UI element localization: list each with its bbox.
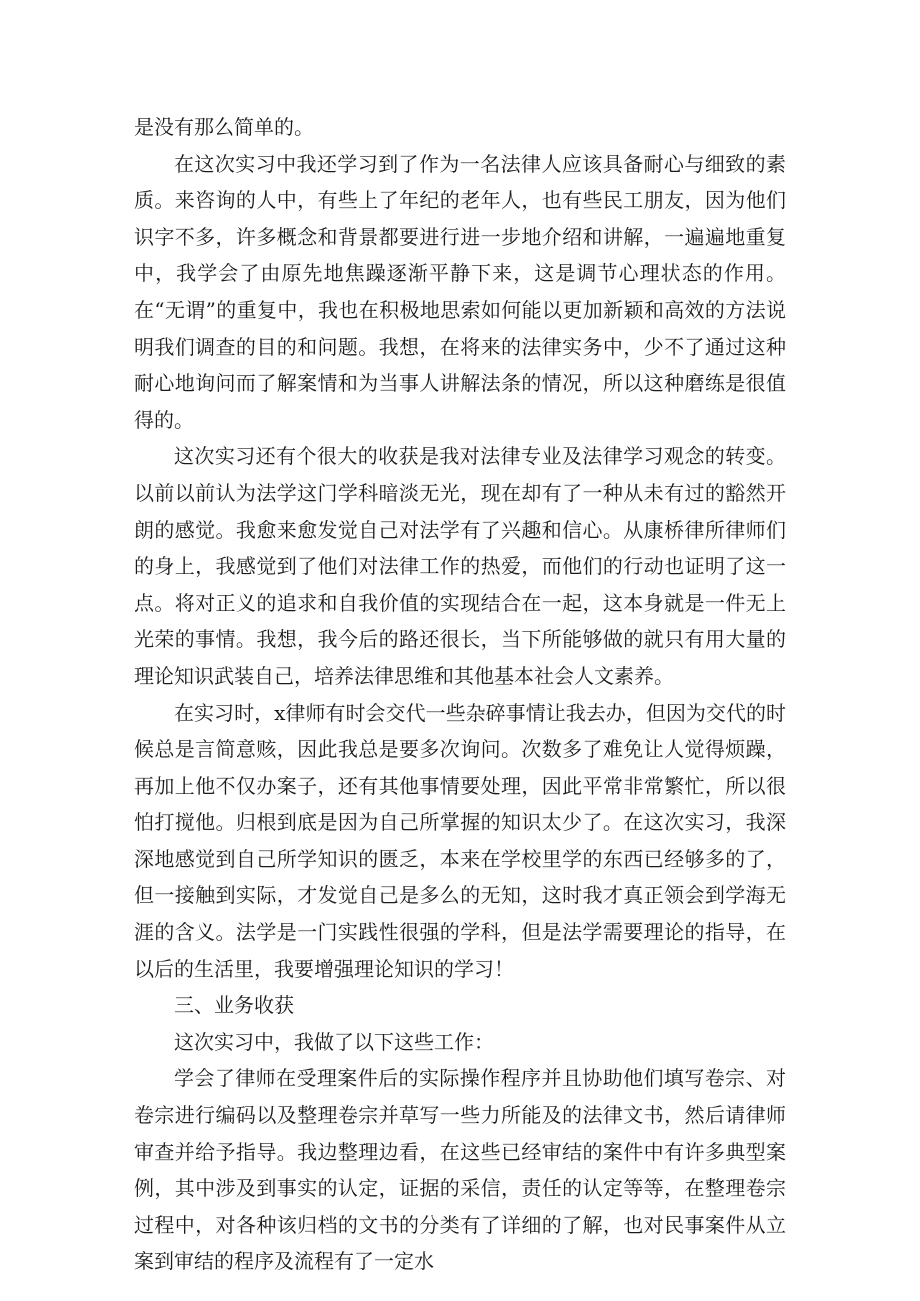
paragraph-work-details: 学会了律师在受理案件后的实际操作程序并且协助他们填写卷宗、对卷宗进行编码以及整理卷宗并草写一些力所能及的法律文书，然后请律师审查并给予指导。我边整理边看，在这些已经审结的案件中有许多典型案例，其中涉及到事实的认定，证据的采信，责任的认定等等，在整理卷宗过程中，对各种该归档的文书的分类有了详细的了解，也对民事案件从立案到审结的程序及流程有了一定水: [134, 1066, 786, 1274]
paragraph-patience: 在这次实习中我还学习到了作为一名法律人应该具备耐心与细致的素质。来咨询的人中，有些上了年纪的老年人，也有些民工朋友，因为他们识字不多，许多概念和背景都要进行进一步地介绍和讲解，一遍遍地重复中，我学会了由原先地焦躁逐渐平静下来，这是调节心理状态的作用。在“无谓”的重复中，我也在积极地思索如何能以更加新颖和高效的方法说明我们调查的目的和问题。我想，在将来的法律实务中，少不了通过这种耐心地询问而了解案情和为当事人讲解法条的情况，所以这种磨练是很值得的。: [134, 151, 786, 432]
paragraph-attitude-change: 这次实习还有个很大的收获是我对法律专业及法律学习观念的转变。以前以前认为法学这门学科暗淡无光，现在却有了一种从未有过的豁然开朗的感觉。我愈来愈发觉自己对法学有了兴趣和信心。从康桥律所律师们的身上，我感觉到了他们对法律工作的热爱，而他们的行动也证明了这一点。将对正义的追求和自我价值的实现结合在一起，这本身就是一件无上光荣的事情。我想，我今后的路还很长，当下所能够做的就只有用大量的理论知识武装自己，培养法律思维和其他基本社会人文素养。: [134, 444, 786, 688]
section-heading-business-gains: 三、业务收获: [174, 993, 294, 1018]
paragraph-continuation: 是没有那么简单的。: [134, 115, 314, 139]
paragraph-work-intro: 这次实习中，我做了以下这些工作：: [174, 1029, 494, 1054]
paragraph-knowledge-lack: 在实习时，x律师有时会交代一些杂碎事情让我去办，但因为交代的时候总是言简意赅，因此我总是要多次询问。次数多了难免让人觉得烦躁，再加上他不仅办案子，还有其他事情要处理，因此平常非常繁忙，所以很怕打搅他。归根到底是因为自己所掌握的知识太少了。在这次实习，我深深地感觉到自己所学知识的匮乏，本来在学校里学的东西已经够多的了，但一接触到实际，才发觉自己是多么的无知，这时我才真正领会到学海无涯的含义。法学是一门实践性很强的学科，但是法学需要理论的指导，在以后的生活里，我要增强理论知识的学习！: [134, 700, 786, 981]
document-body: [134, 109, 786, 1280]
